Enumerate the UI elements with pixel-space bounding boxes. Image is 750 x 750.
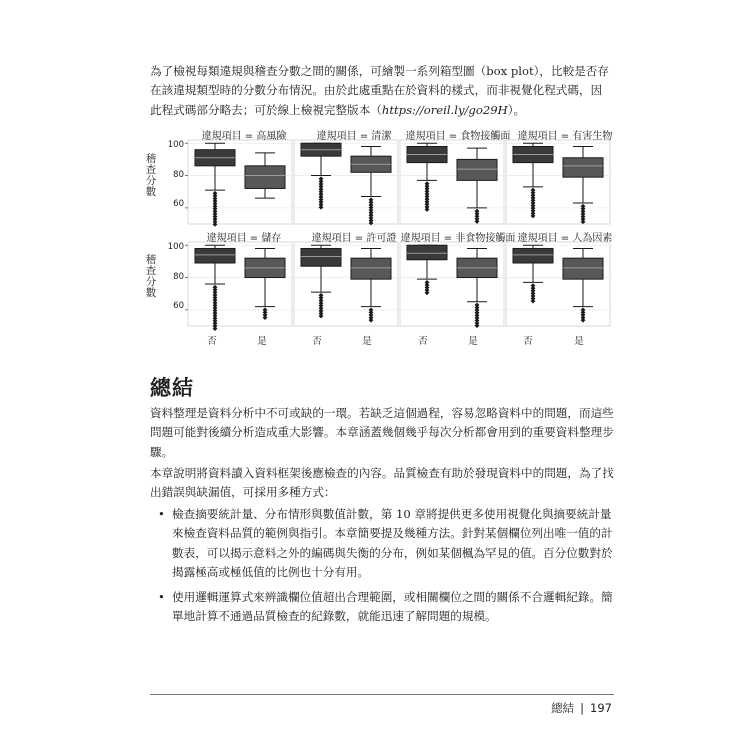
y-tick-60-top: 60 — [173, 199, 184, 209]
box-iqr — [407, 245, 447, 260]
list-item — [150, 588, 614, 627]
box-iqr — [195, 248, 235, 263]
y-tick-80-top: 80 — [173, 170, 184, 180]
intro-paragraph — [150, 62, 612, 120]
summary-paragraph-2: 本章說明將資料讀入資料框架後應檢查的內容。品質檢查有助於發現資料中的問題，為了找出錯誤與缺漏值，可採用多種方式： — [150, 466, 614, 500]
box-iqr — [301, 248, 341, 266]
y-tick-100-top: 100 — [167, 140, 184, 150]
y-axis-label-bottom: 稽查分數 — [145, 254, 157, 299]
footer-separator: | — [580, 701, 585, 715]
x-tick-no-4: 否 — [523, 336, 533, 347]
summary-paragraph-1: 資料整理是資料分析中不可或缺的一環。若缺乏這個過程，容易忽略資料中的問題，而這些問題可能對後續分析造成重大影響。本章涵蓋幾個幾乎每次分析都會用到的重要資料整理步驟。 — [150, 406, 614, 459]
panel-title-3: 違規項目 = 食物接觸面 — [405, 131, 511, 142]
page-number: 197 — [590, 701, 612, 715]
panel-title-8: 違規項目 = 人為因素 — [517, 233, 613, 244]
x-tick-yes-4: 是 — [574, 336, 584, 347]
y-tick-60-bottom: 60 — [173, 301, 184, 311]
panel-title-2: 違規項目 = 清潔 — [316, 131, 392, 142]
x-tick-no-3: 否 — [418, 336, 428, 347]
footer-section-name: 總結 — [551, 701, 575, 715]
panel-title-6: 違規項目 = 許可證 — [311, 233, 397, 244]
boxplot-figure — [140, 122, 630, 354]
y-tick-100-bottom: 100 — [167, 242, 184, 252]
outlier-point — [213, 326, 218, 331]
panel-title-4: 違規項目 = 有害生物 — [517, 131, 613, 142]
intro-line-3-suffix: ）。 — [507, 102, 526, 117]
x-tick-no-2: 否 — [312, 336, 322, 347]
panel-title-7: 違規項目 = 非食物接觸面 — [400, 233, 516, 244]
intro-url-link[interactable]: https://oreil.ly/go29H — [381, 102, 508, 117]
box-iqr — [563, 258, 603, 279]
box-iqr — [563, 158, 603, 177]
bullet-icon: • — [158, 589, 165, 604]
y-tick-80-bottom: 80 — [173, 272, 184, 282]
footer-divider — [150, 694, 614, 695]
intro-line-1: 為了檢視每類違規與稽查分數之間的關係，可繪製一系列箱型圖（box plot），比較是否存 — [150, 64, 609, 78]
x-tick-yes-3: 是 — [468, 336, 478, 347]
x-tick-yes-1: 是 — [257, 336, 267, 347]
box-iqr — [513, 248, 553, 263]
x-tick-no-1: 否 — [207, 336, 217, 347]
list-item — [150, 505, 614, 583]
intro-line-3-prefix: 此程式碼部分略去；可於線上檢視完整版本（ — [150, 102, 382, 117]
summary-heading: 總結 — [150, 376, 194, 400]
bullet-icon: • — [158, 507, 165, 521]
list-item-text: 使用邏輯運算式來辨識欄位值超出合理範圍，或相關欄位之間的關係不合邏輯紀錄。簡單地計算不通過品質檢查的紀錄數，就能迅速了解問題的規模。 — [172, 589, 613, 624]
panel-title-1: 違規項目 = 高風險 — [201, 131, 287, 142]
list-item-text: 檢查摘要統計量、分布情形與數值計數，第 10 章將提供更多使用視覺化與摘要統計量來檢查資料品質的範例與指引。本章簡要提及幾種方法。針對某個欄位列出唯一值的計數表，可以揭示意料之外的編碼與失衡的分布，例如某個楓為罕見的值。百分位數對於揭露極高或極低值的比例也十分有用。 — [172, 507, 613, 580]
box-iqr — [245, 166, 285, 189]
quality-check-list — [150, 505, 614, 631]
x-tick-yes-2: 是 — [362, 336, 372, 347]
intro-line-2: 在該違規類型時的分數分布情況。由於此處重點在於資料的樣式，而非視覺化程式碼，因 — [150, 83, 603, 98]
box-iqr — [351, 258, 391, 279]
box-iqr — [457, 159, 497, 180]
page-footer — [551, 700, 612, 716]
y-axis-label-top: 稽查分數 — [145, 153, 157, 198]
panel-title-5: 違規項目 = 儲存 — [206, 233, 282, 244]
